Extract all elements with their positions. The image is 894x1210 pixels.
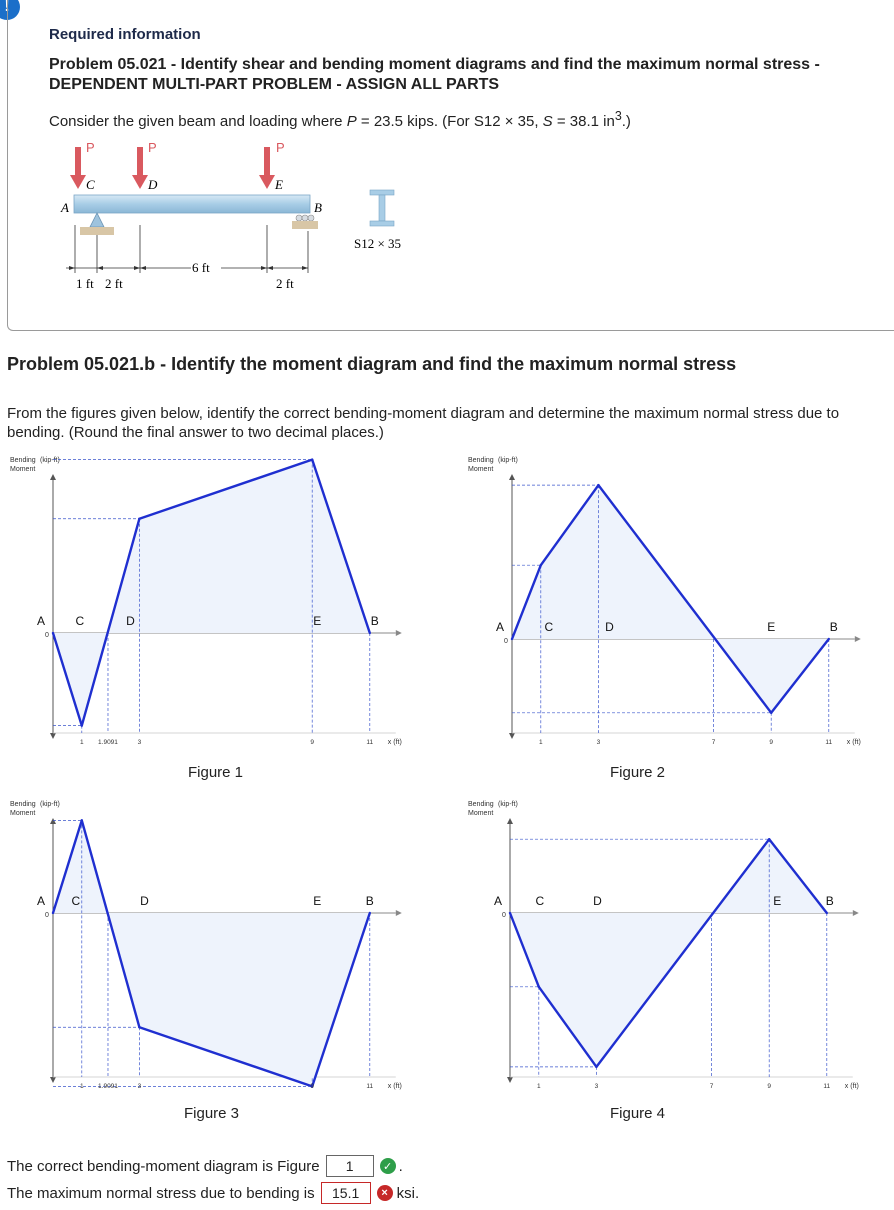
required-info-title: Required information <box>49 26 201 43</box>
y-axis-arrow-up <box>507 818 513 824</box>
beam-label-e: E <box>275 177 283 192</box>
x-tick-label: 9 <box>310 1083 315 1090</box>
point-label-a: A <box>36 894 46 908</box>
part-instructions: From the figures given below, identify the correct bending-moment diagram and determine the maximum normal stress due to bending. (Round the final answer to two decimal places.) <box>7 405 840 441</box>
y-axis-label-line1: Bending <box>468 457 494 464</box>
answer-diagram-line <box>7 1155 403 1177</box>
x-tick-label: 1 <box>536 1083 541 1090</box>
statement-value: = 38.1 in <box>552 113 615 130</box>
load-label-d: P <box>148 140 157 155</box>
figure-2-caption: Figure 2 <box>610 764 666 781</box>
x-tick-label: 7 <box>711 739 716 746</box>
moment-area-fill <box>53 460 370 726</box>
statement-text: Consider the given beam and loading where <box>49 113 347 130</box>
figure-3-caption: Figure 3 <box>184 1105 240 1122</box>
statement-var-p: P <box>346 113 357 130</box>
x-tick-label: 3 <box>137 739 142 746</box>
x-tick-label: 1.9091 <box>98 739 118 746</box>
x-tick-label: 9 <box>767 1083 772 1090</box>
load-arrow-d <box>132 147 148 189</box>
x-tick-label: 11 <box>823 1083 831 1090</box>
x-axis-label: x (ft) <box>387 739 402 746</box>
beam-label-b: B <box>314 200 322 215</box>
beam-label-a: A <box>61 200 69 215</box>
point-label-e: E <box>313 614 322 628</box>
y-axis-arrow-down <box>50 733 56 739</box>
zero-label: 0 <box>45 632 49 639</box>
x-tick-label: 1 <box>79 1083 84 1090</box>
point-label-b: B <box>829 620 838 634</box>
x-axis-label: x (ft) <box>387 1083 402 1090</box>
point-label-c: C <box>75 614 85 628</box>
figure-2-chart <box>455 458 894 758</box>
dimension-2ft-left: 2 ft <box>105 276 123 291</box>
pin-support <box>80 213 114 235</box>
load-arrow-e <box>259 147 275 189</box>
x-tick-label: 3 <box>596 739 601 746</box>
x-axis-label: x (ft) <box>846 739 861 746</box>
y-axis-unit: (kip-ft) <box>40 801 60 808</box>
exclamation-icon: ! <box>0 0 20 20</box>
beam-label-c: C <box>86 177 95 192</box>
y-axis-unit: (kip-ft) <box>498 457 518 464</box>
point-label-c: C <box>71 894 81 908</box>
check-icon: ✓ <box>380 1158 396 1174</box>
problem-statement <box>49 109 631 130</box>
stress-answer-input[interactable]: 15.1 <box>321 1182 371 1204</box>
y-axis-arrow-up <box>50 818 56 824</box>
point-label-b: B <box>365 894 374 908</box>
x-axis-label: x (ft) <box>844 1083 859 1090</box>
y-axis-arrow-down <box>50 1077 56 1083</box>
y-axis-label-line1: Bending <box>10 801 36 808</box>
answer-diagram-prompt: The correct bending-moment diagram is Figure <box>7 1157 320 1175</box>
close-icon: × <box>377 1185 393 1201</box>
point-label-e: E <box>773 894 782 908</box>
beam-label-d: D <box>148 177 158 192</box>
x-tick-label: 11 <box>825 739 833 746</box>
y-axis-unit: (kip-ft) <box>40 457 60 464</box>
beam <box>74 195 310 213</box>
dimension-2ft-right: 2 ft <box>276 276 294 291</box>
x-axis-arrow <box>396 910 402 916</box>
statement-end: .) <box>621 113 631 130</box>
point-label-e: E <box>313 894 322 908</box>
x-tick-label: 1.9091 <box>98 1083 118 1090</box>
dimension-6ft: 6 ft <box>192 260 210 275</box>
answer-diagram-suffix: . <box>398 1157 403 1175</box>
point-label-a: A <box>493 894 503 908</box>
x-tick-label: 3 <box>594 1083 599 1090</box>
x-tick-label: 11 <box>366 739 374 746</box>
x-tick-label: 1 <box>79 739 84 746</box>
y-axis-label-line1: Bending <box>10 457 36 464</box>
figure-1-caption: Figure 1 <box>188 764 244 781</box>
load-label-c: P <box>86 140 95 155</box>
y-axis-arrow-down <box>509 733 515 739</box>
y-axis-label-line1: Bending <box>468 801 494 808</box>
y-axis-arrow-up <box>509 474 515 480</box>
statement-text-mid: = 23.5 kips. (For S12 × 35, <box>356 113 543 130</box>
y-axis-label-line2: Moment <box>10 466 36 473</box>
y-axis-label-line2: Moment <box>468 810 494 817</box>
zero-label: 0 <box>502 912 506 919</box>
x-tick-label: 1 <box>538 739 543 746</box>
part-title: Problem 05.021.b - Identify the moment diagram and find the maximum normal stress <box>7 354 737 374</box>
point-label-d: D <box>593 894 602 908</box>
point-label-d: D <box>140 894 149 908</box>
load-label-e: P <box>276 140 285 155</box>
section-label: S12 × 35 <box>354 236 402 251</box>
point-label-a: A <box>495 620 505 634</box>
roller-support <box>292 215 318 229</box>
point-label-e: E <box>767 620 776 634</box>
point-label-c: C <box>535 894 545 908</box>
figure-3-chart <box>0 802 440 1102</box>
statement-var-s: S <box>542 113 553 130</box>
x-tick-label: 3 <box>137 1083 142 1090</box>
y-axis-unit: (kip-ft) <box>498 801 518 808</box>
moment-area-fill <box>510 839 827 1067</box>
point-label-b: B <box>370 614 379 628</box>
point-label-d: D <box>126 614 135 628</box>
load-arrow-c <box>70 147 86 189</box>
point-label-c: C <box>544 620 554 634</box>
answer-stress-line <box>7 1182 419 1204</box>
moment-area-fill <box>512 485 829 713</box>
y-axis-label-line2: Moment <box>10 810 36 817</box>
point-label-a: A <box>36 614 46 628</box>
x-tick-label: 9 <box>310 739 315 746</box>
x-axis-arrow <box>853 910 859 916</box>
moment-area-fill <box>53 820 370 1086</box>
figure-4-chart <box>455 802 894 1102</box>
beam-figure <box>50 135 430 300</box>
zero-label: 0 <box>45 912 49 919</box>
answer-stress-unit: ksi. <box>396 1184 420 1202</box>
figure-1-chart <box>0 458 440 758</box>
figure-answer-input[interactable]: 1 <box>326 1155 374 1177</box>
figure-4-caption: Figure 4 <box>610 1105 666 1122</box>
i-beam-section-icon <box>370 190 394 226</box>
point-label-d: D <box>605 620 614 634</box>
y-axis-arrow-down <box>507 1077 513 1083</box>
x-axis-arrow <box>855 636 861 642</box>
y-axis-arrow-up <box>50 474 56 480</box>
zero-label: 0 <box>504 638 508 645</box>
x-tick-label: 9 <box>769 739 774 746</box>
dimension-1ft: 1 ft <box>76 276 94 291</box>
problem-title: Problem 05.021 - Identify shear and bending moment diagrams and find the maximum normal stress - DEPENDENT MULTI-PART PROBLEM - ASSIGN ALL PARTS <box>49 56 820 93</box>
statement-exponent: 3 <box>614 109 622 123</box>
answer-stress-prompt: The maximum normal stress due to bending is <box>7 1184 315 1202</box>
x-tick-label: 7 <box>709 1083 714 1090</box>
x-tick-label: 11 <box>366 1083 374 1090</box>
point-label-b: B <box>825 894 834 908</box>
y-axis-label-line2: Moment <box>468 466 494 473</box>
x-axis-arrow <box>396 630 402 636</box>
